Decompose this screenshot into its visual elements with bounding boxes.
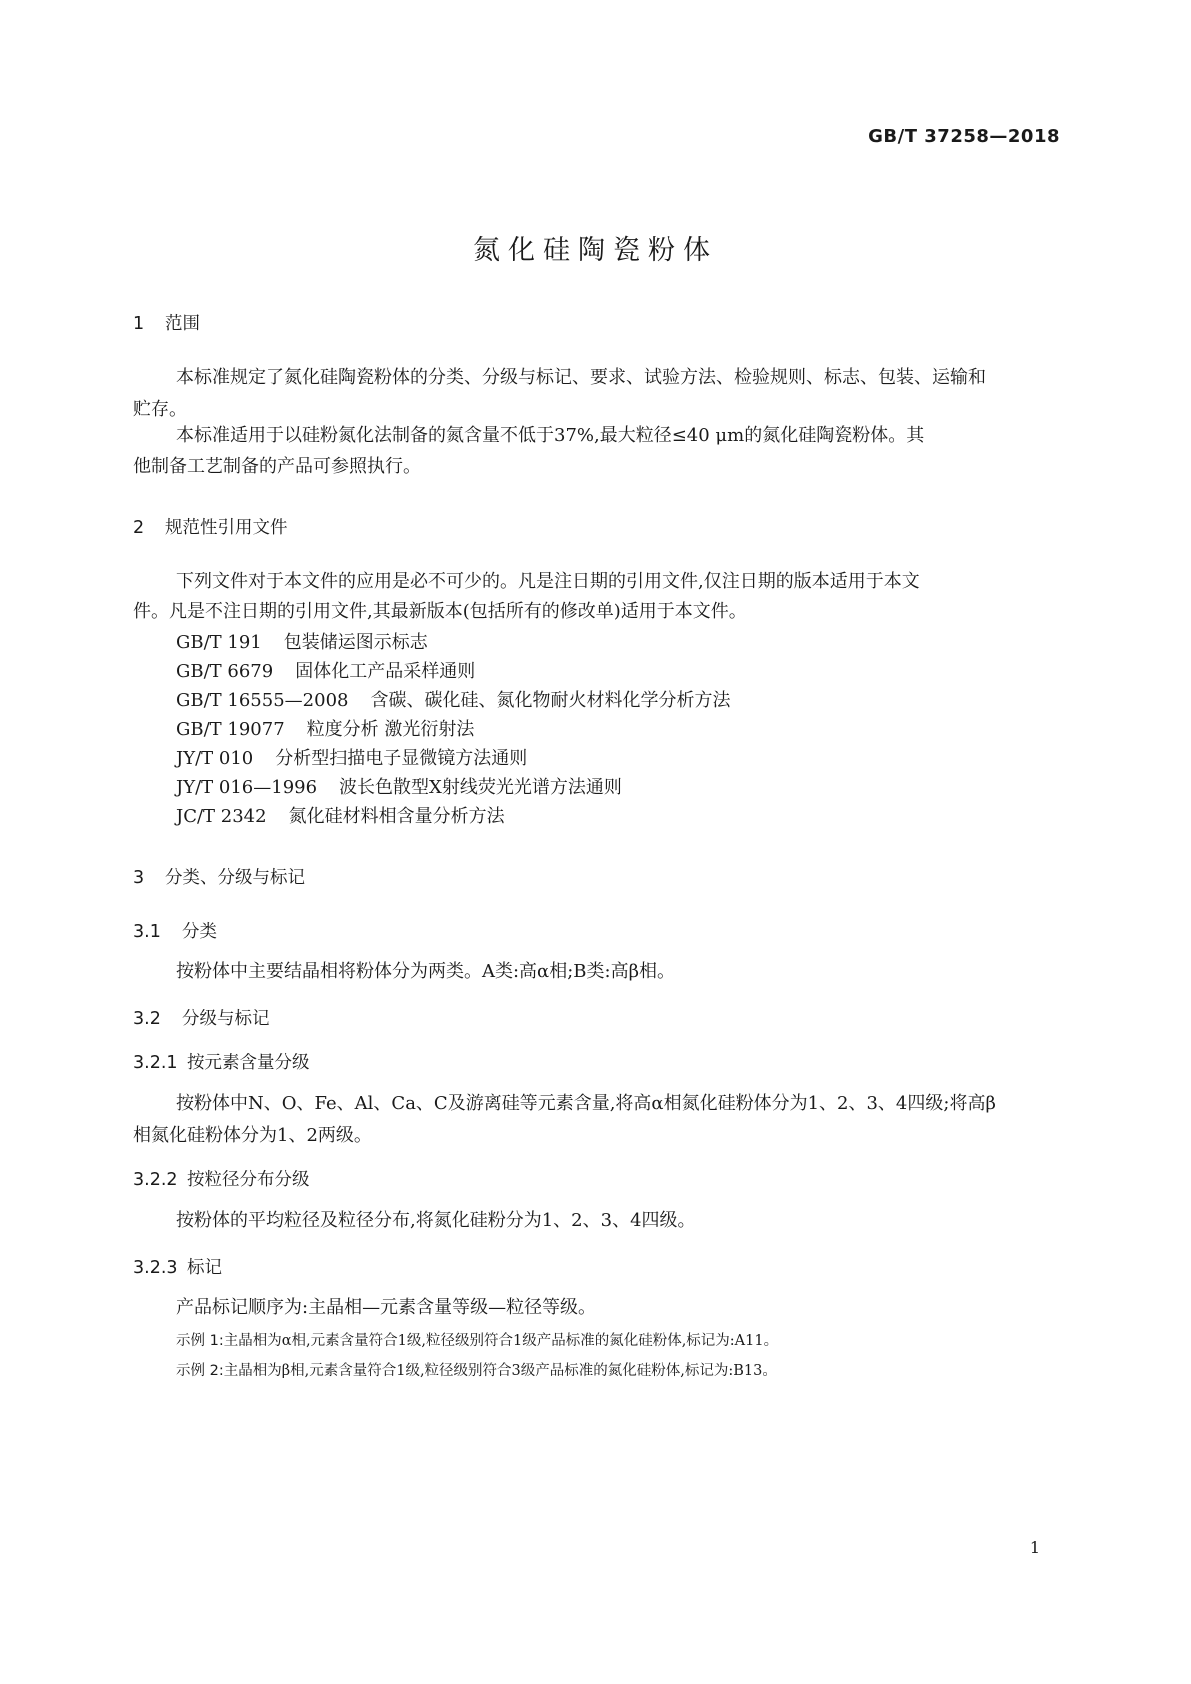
page-number: 1 xyxy=(1029,1538,1040,1557)
section-title: 分类 xyxy=(182,922,217,942)
section-number: 3.2.3 xyxy=(133,1258,178,1278)
document-title: 氮化硅陶瓷粉体 xyxy=(473,235,718,266)
reference-code: GB/T 6679 xyxy=(176,661,274,682)
example-label: 示例 2: xyxy=(176,1363,224,1379)
section-3-heading xyxy=(133,864,305,889)
standard-code: GB/T 37258—2018 xyxy=(868,126,1060,147)
scope-paragraph-2-cont: 他制备工艺制备的产品可参照执行。 xyxy=(133,456,421,477)
section-number: 2 xyxy=(133,518,145,538)
reference-code: JY/T 010 xyxy=(176,748,254,769)
section-3-2-heading xyxy=(133,1005,270,1030)
references-intro: 下列文件对于本文件的应用是必不可少的。凡是注日期的引用文件,仅注日期的版本适用于本文 xyxy=(176,571,920,592)
reference-code: JY/T 016—1996 xyxy=(176,777,318,798)
reference-title: 氮化硅材料相含量分析方法 xyxy=(288,806,505,827)
section-3-2-1-heading xyxy=(133,1049,310,1074)
reference-item xyxy=(176,686,730,712)
section-3-2-3-heading xyxy=(133,1254,222,1279)
scope-paragraph-1-cont: 贮存。 xyxy=(133,399,187,420)
example-label: 示例 1: xyxy=(176,1333,224,1349)
element-grade-paragraph-cont: 相氮化硅粉体分为1、2两级。 xyxy=(133,1125,372,1146)
section-number: 3.2.1 xyxy=(133,1053,178,1073)
section-title: 规范性引用文件 xyxy=(165,518,288,538)
reference-item xyxy=(176,773,622,799)
reference-item xyxy=(176,802,505,828)
section-title: 按粒径分布分级 xyxy=(187,1170,310,1190)
reference-code: GB/T 191 xyxy=(176,632,262,653)
reference-item xyxy=(176,715,474,741)
reference-title: 固体化工产品采样通则 xyxy=(295,661,476,682)
particle-grade-paragraph: 按粉体的平均粒径及粒径分布,将氮化硅粉分为1、2、3、4四级。 xyxy=(176,1210,696,1231)
reference-title: 分析型扫描电子显微镜方法通则 xyxy=(275,748,528,769)
reference-item xyxy=(176,628,428,654)
section-title: 范围 xyxy=(165,314,200,334)
section-title: 分级与标记 xyxy=(182,1009,270,1029)
reference-code: JC/T 2342 xyxy=(176,806,267,827)
section-number: 3.2 xyxy=(133,1009,161,1029)
reference-title: 包装储运图示标志 xyxy=(283,632,428,653)
section-3-1-heading xyxy=(133,918,217,943)
reference-title: 含碳、碳化硅、氮化物耐火材料化学分析方法 xyxy=(370,690,731,711)
section-number: 1 xyxy=(133,314,145,334)
section-number: 3.2.2 xyxy=(133,1170,178,1190)
section-3-2-2-heading xyxy=(133,1166,310,1191)
element-grade-paragraph: 按粉体中N、O、Fe、Al、Ca、C及游离硅等元素含量,将高α相氮化硅粉体分为1、2、3、4四级;将高β xyxy=(176,1093,996,1114)
example-2 xyxy=(176,1359,777,1380)
references-intro-cont: 件。凡是不注日期的引用文件,其最新版本(包括所有的修改单)适用于本文件。 xyxy=(133,601,747,622)
scope-paragraph-1: 本标准规定了氮化硅陶瓷粉体的分类、分级与标记、要求、试验方法、检验规则、标志、包装、运输和 xyxy=(176,367,986,388)
example-text: 主晶相为α相,元素含量符合1级,粒径级别符合1级产品标准的氮化硅粉体,标记为:A11。 xyxy=(223,1333,779,1349)
section-2-heading xyxy=(133,514,288,539)
example-text: 主晶相为β相,元素含量符合1级,粒径级别符合3级产品标准的氮化硅粉体,标记为:B13。 xyxy=(223,1363,777,1379)
classification-paragraph: 按粉体中主要结晶相将粉体分为两类。A类:高α相;B类:高β相。 xyxy=(176,961,675,982)
reference-code: GB/T 19077 xyxy=(176,719,285,740)
reference-title: 粒度分析 激光衍射法 xyxy=(306,719,475,740)
section-1-heading xyxy=(133,310,200,335)
section-title: 按元素含量分级 xyxy=(187,1053,310,1073)
example-1 xyxy=(176,1329,778,1350)
section-title: 分类、分级与标记 xyxy=(165,868,305,888)
scope-paragraph-2: 本标准适用于以硅粉氮化法制备的氮含量不低于37%,最大粒径≤40 μm的氮化硅陶瓷粉体。其 xyxy=(176,425,925,446)
marking-paragraph: 产品标记顺序为:主晶相—元素含量等级—粒径等级。 xyxy=(176,1297,597,1318)
reference-code: GB/T 16555—2008 xyxy=(176,690,349,711)
section-number: 3 xyxy=(133,868,145,888)
section-title: 标记 xyxy=(187,1258,222,1278)
section-number: 3.1 xyxy=(133,922,161,942)
reference-item xyxy=(176,657,475,683)
reference-title: 波长色散型X射线荧光光谱方法通则 xyxy=(339,777,622,798)
reference-item xyxy=(176,744,527,770)
